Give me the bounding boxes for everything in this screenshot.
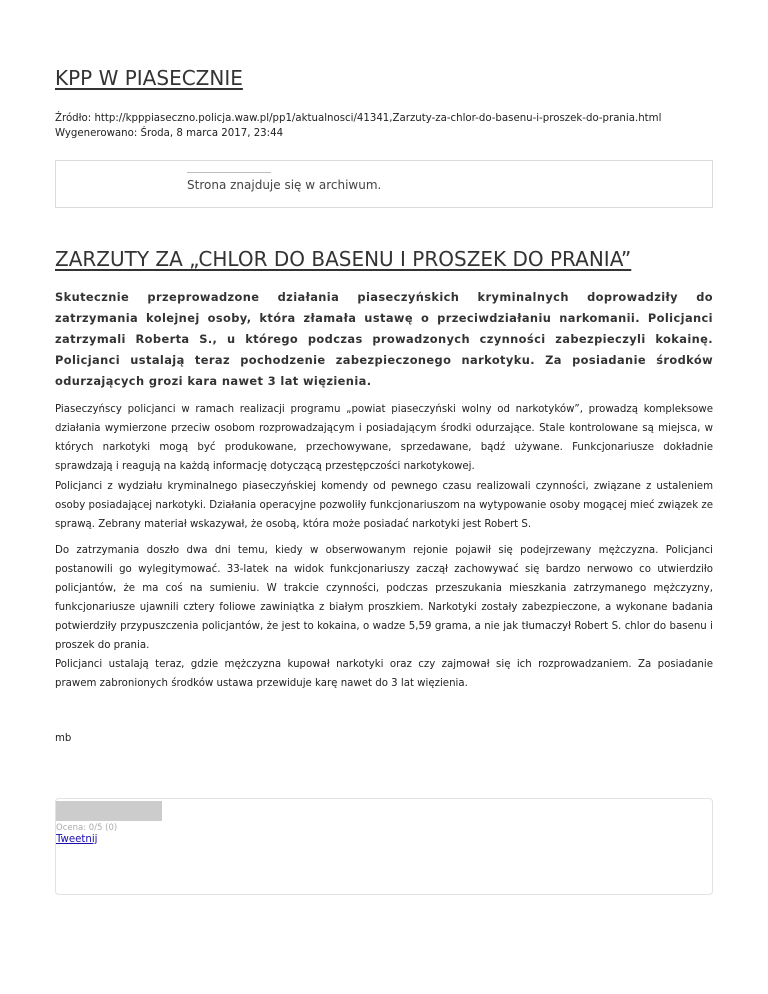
article-author: mb: [55, 733, 72, 744]
rating-stars[interactable]: [56, 801, 162, 821]
archive-notice: Strona znajduje się w archiwum.: [187, 178, 382, 192]
source-url: Źródło: http://kpppiaseczno.policja.waw.pl/pp1/aktualnosci/41341,Zarzuty-za-chlor-do-basenu-i-proszek-do-prania.html: [55, 113, 662, 124]
archive-divider: [187, 172, 271, 173]
article-paragraph: Do zatrzymania doszło dwa dni temu, kiedy w obserwowanym rejonie pojawił się podejrzewany mężczyzna. Policjanci postanowili go wylegitymować. 33-latek na widok funkcjonariuszy zaczął zachowywać się bardzo nerwowo co utwierdziło policjantów, że ma coś na sumieniu. W trakcie czynności, podczas przeszukania mieszkania zatrzymanego mężczyzny, funkcjonariusze ujawnili cztery foliowe zawiniątka z białym proszkiem. Narkotyki zostały zabezpieczone, a wykonane badania potwierdziły przypuszczenia policjantów, że jest to kokaina, o wadze 5,59 grama, a nie jak tłumaczył Robert S. chlor do basenu i proszek do prania.: [55, 545, 713, 651]
generated-date: Wygenerowano: Środa, 8 marca 2017, 23:44: [55, 128, 284, 139]
rating-label: Ocena: 0/5 (0): [56, 823, 118, 833]
article-paragraph: Policjanci z wydziału kryminalnego piaseczyńskiej komendy od pewnego czasu realizowali czynności, związane z ustaleniem osoby posiadającej narkotyki. Działania operacyjne pozwoliły funkcjonariuszom na wytypowanie osoby mogącej mieć związek ze sprawą. Zebrany materiał wskazywał, że osobą, która może posiadać narkotyki jest Robert S.: [55, 481, 713, 530]
tweet-link[interactable]: Tweetnij: [56, 834, 98, 845]
archive-notice-box: [55, 160, 713, 208]
article-paragraph: Policjanci ustalają teraz, gdzie mężczyzna kupował narkotyki oraz czy zajmował się ich rozprowadzaniem. Za posiadanie prawem zabronionych środków ustawa przewiduje karę nawet do 3 lat więzienia.: [55, 659, 713, 689]
site-title: KPP W PIASECZNIE: [55, 66, 243, 90]
rating-box: [55, 798, 713, 895]
print-meta: [55, 111, 661, 141]
article-paragraph: Piaseczyńscy policjanci w ramach realizacji programu „powiat piaseczyński wolny od narkotyków”, prowadzą kompleksowe działania wymierzone przeciw osobom rozprowadzającym i posiadającym środki odurzające. Stale kontrolowane są miejsca, w których narkotyki mogą być produkowane, przechowywane, sprzedawane, bądź używane. Funkcjonariusze dokładnie sprawdzają i reagują na każdą informację dotyczącą przestępczości narkotykowej.: [55, 404, 713, 472]
article-lead: Skutecznie przeprowadzone działania piaseczyńskich kryminalnych doprowadziły do zatrzymania kolejnej osoby, która złamała ustawę o przeciwdziałaniu narkomanii. Policjanci zatrzymali Roberta S., u którego podczas prowadzonych czynności zabezpieczyli kokainę. Policjanci ustalają teraz pochodzenie zabezpieczonego narkotyku. Za posiadanie środków odurzających grozi kara nawet 3 lat więzienia.: [55, 290, 713, 388]
article-title: ZARZUTY ZA „CHLOR DO BASENU I PROSZEK DO PRANIA”: [55, 247, 632, 271]
